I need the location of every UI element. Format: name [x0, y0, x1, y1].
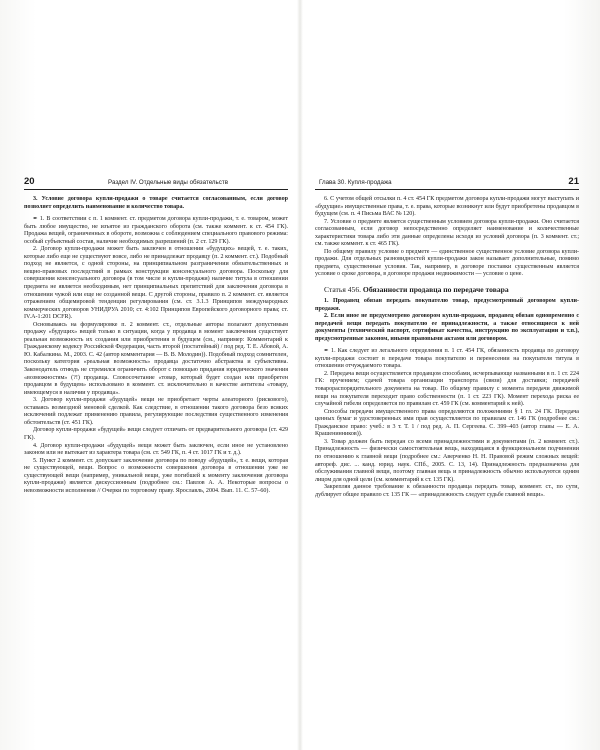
commentary-paragraph: 3. Договор купли-продажи «будущей» вещи не приобретает черты алеаторного (рискового), оставаясь возмездной меновой сделкой. Как следствие, в отношении такого договора безо всяких исключений подлежат применению правила, регулирующие последствия существенного изменения обстоятельств (ст. 451 ГК).	[24, 397, 288, 426]
left-page-body	[24, 196, 288, 495]
commentary-text: 1. Как следует из легального определения п. 1 ст. 454 ГК, обязанность продавца по договору купли-продажи состоит в передаче товара покупателю и перенесении на покупателя титула в отношении отчуждаемого товара.	[315, 348, 580, 370]
commentary-paragraph	[24, 216, 288, 246]
article-label: Статья 456.	[324, 285, 362, 295]
commentary-paragraph: 3. Товар должен быть передан со всеми принадлежностями и документами (п. 2 коммент. ст.). Принадлежность — физически самостоятельная вещь, находящаяся в функциональном подчинении по отношению к главной вещи (подробнее см.: Аверченко Н. Н. Правовой режим сложных вещей: автореф. дис. ... канд. юрид. наук. СПб., 2005. С. 13, 14). Принадлежность предназначена для обслуживания главной вещи, поэтому главная вещь и принадлежность обычно используются одним лицом для одной цели (см. комментарий к ст. 135 ГК).	[315, 438, 579, 483]
law-text-paragraph: 1. Продавец обязан передать покупателю товар, предусмотренный договором купли-продажи.	[315, 298, 579, 312]
article-title: Обязанности продавца по передаче товара	[362, 285, 509, 295]
right-running-title: Глава 30. Купля-продажа	[319, 179, 392, 186]
commentary-paragraph	[315, 348, 579, 371]
left-page	[24, 176, 288, 495]
commentary-paragraph: 4. Договор купли-продажи «будущей» вещи может быть заключен, если иное не установлено законом или не вытекает из характера товара (см. ст. 549 ГК, п. 4 ст. 1017 ГК и т. д.).	[24, 442, 288, 457]
commentary-paragraph: 5. Пункт 2 коммент. ст. допускает заключение договора по поводу «будущей», т. е. вещи, которая не существующей, вещи. Вопрос о возможности совершения договора в отношении уже не существующей вещи (например, уникальной вещи, уже погибшей к моменту заключения договора купли-продажи) является дискуссионным (подробнее см.: Павлов А. А. Некоторые вопросы о невозможности исполнения // Очерки по торговому праву. Ярославль, 2004. Вып. 11. С. 57–60).	[24, 457, 288, 494]
commentary-paragraph: 2. Договор купли-продажи может быть заключен в отношении «будущих» вещей, т. е. таких, которые либо еще не существуют вовсе, либо не принадлежат продавцу (п. 2 коммент. ст.). Подобный подход не является, с одной стороны, на принципиальном разграничении обязательственных и вещно-правовых последствий в рамках конструкции консенсуального договора. Поскольку для совершения консенсуального договора (в том числе и купли-продажи) наличие титула в отношении предмета не является необходимым, нет принципиальных препятствий для заключения договора в отношении чужой или еще не созданной вещи. С другой стороны, правило п. 2 коммент. ст. является отражением общемировой тенденции регулирования (см. ст. 3.1.3 Принципов международных коммерческих договоров УНИДРУА 2010; ст. 4:102 Принципов Европейского договорного права; ст. IV.A-1:201 DCFR).	[24, 246, 288, 321]
right-running-header	[315, 176, 579, 190]
commentary-paragraph: 2. Передача вещи осуществляется продавцом способами, исчерпывающе названными в п. 1 ст. 224 ГК: вручением; сдачей товара организации транспорта (связи) для доставки; передачей товарораспорядительного документа на товар. По общему правилу с момента передачи движимой вещи на покупателя переходит право собственности (п. 1 ст. 223 ГК). Момент перехода риска ее случайной гибели определяется по правилам ст. 459 ГК (см. комментарий к ней).	[315, 370, 579, 408]
commentary-marker-icon: ✒	[324, 348, 332, 355]
law-text-paragraph: 2. Если иное не предусмотрено договором купли-продажи, продавец обязан одновременно с передачей вещи передать покупателю ее принадлежности, а также относящиеся к ней документы (технический паспорт, сертификат качества, инструкцию по эксплуатации и т.п.), предусмотренные законом, иными правовыми актами или договором.	[315, 313, 579, 342]
commentary-paragraph: Способы передачи имущественного права определяются положениями § 1 гл. 24 ГК. Передача ценных бумаг и удостоверенных ими прав осуществляется по правилам ст. 146 ГК (подробнее см.: Гражданское право: учеб.: в 3 т. Т. 1 / под ред. А. П. Сергеева. С. 399–403 (автор главы — Е. А. Крашенинников)).	[315, 408, 579, 438]
commentary-paragraph: По общему правилу условие о предмете — единственное существенное условие договора купли-продажи. Для отдельных разновидностей купли-продажи закон называет дополнительные, помимо предмета, существенные условия. Так, например, в договоре поставки существенным является условие о сроке договора, в договоре продажи недвижимости — условие о цене.	[315, 248, 579, 278]
commentary-text: 1. В соответствии с п. 1 коммент. ст. предметом договора купли-продажи, т. е. товаром, может быть любое имущество, не изъятое из гражданского оборота (см. также коммент. к ст. 454 ГК). Продажа вещей, ограниченных в обороте, возможна с соблюдением специального правового режима: особый субъектный состав, наличие необходимых разрешений (п. 2 ст. 129 ГК).	[24, 216, 288, 245]
commentary-paragraph: 6. С учетом общей отсылки п. 4 ст. 454 ГК предметом договора купли-продажи могут выступать и «будущие» имущественные права, т. е. права, которые возникнут или будут приобретены продавцом в будущем (см. п. 4 Письма ВАС № 120).	[315, 196, 579, 218]
commentary-paragraph: Договор купли-продажи «будущей» вещи следует отличать от предварительного договора (ст. 429 ГК).	[24, 427, 288, 441]
left-running-header	[24, 176, 288, 190]
commentary-paragraph: 7. Условие о предмете является существенным условием договора купли-продажи. Оно считается согласованным, если договор непосредственно определяет наименование и количественные характеристики товара либо эти данные определены исходя из условий договора (п. 3 коммент. ст.; см. также коммент. к ст. 465 ГК).	[315, 218, 579, 248]
right-page-body	[315, 196, 579, 499]
right-page-number: 21	[568, 176, 579, 187]
commentary-paragraph: Основываясь на формулировке п. 2 коммент. ст., отдельные авторы полагают допустимым продажу «будущих» вещей только в ситуации, когда у продавца в момент заключения существует реальная возможность их создания или приобретения в будущем (см., например: Комментарий к Гражданскому кодексу Российской Федерации, часть второй (постатейный) / под ред. Т. Е. Абовой, А. Ю. Кабалкина. М., 2003. С. 42 (автор комментария — В. В. Молодин)). Подобный подход сомнителен, поскольку категория «реальная возможность» продавца достаточно абстрактна и субъективна. Законодатель отнюдь не стремился ограничить оборот с помощью придания юридического значения «возможностям» (?!) продавца. Словосочетание «товар, который будет создан или приобретен продавцом в будущем» использовано в коммент. ст. исключительно в качестве антитезы «товару, имеющемуся в наличии у продавца».	[24, 321, 288, 396]
left-page-number: 20	[24, 176, 35, 187]
commentary-marker-icon: ✒	[33, 216, 40, 223]
law-text-paragraph: 3. Условие договора купли-продажи о товаре считается согласованным, если договор позволяет определить наименование и количество товара.	[24, 196, 288, 210]
book-gutter	[297, 0, 303, 750]
right-page	[315, 176, 579, 499]
left-running-title: Раздел IV. Отдельные виды обязательств	[108, 179, 228, 186]
commentary-paragraph: Закрепляя данное требование к обязанности продавца передать товар, коммент. ст., по сути, дублирует общее правило ст. 135 ГК — «принадлежность следует судьбе главной вещи».	[315, 484, 579, 498]
article-heading	[315, 285, 579, 294]
